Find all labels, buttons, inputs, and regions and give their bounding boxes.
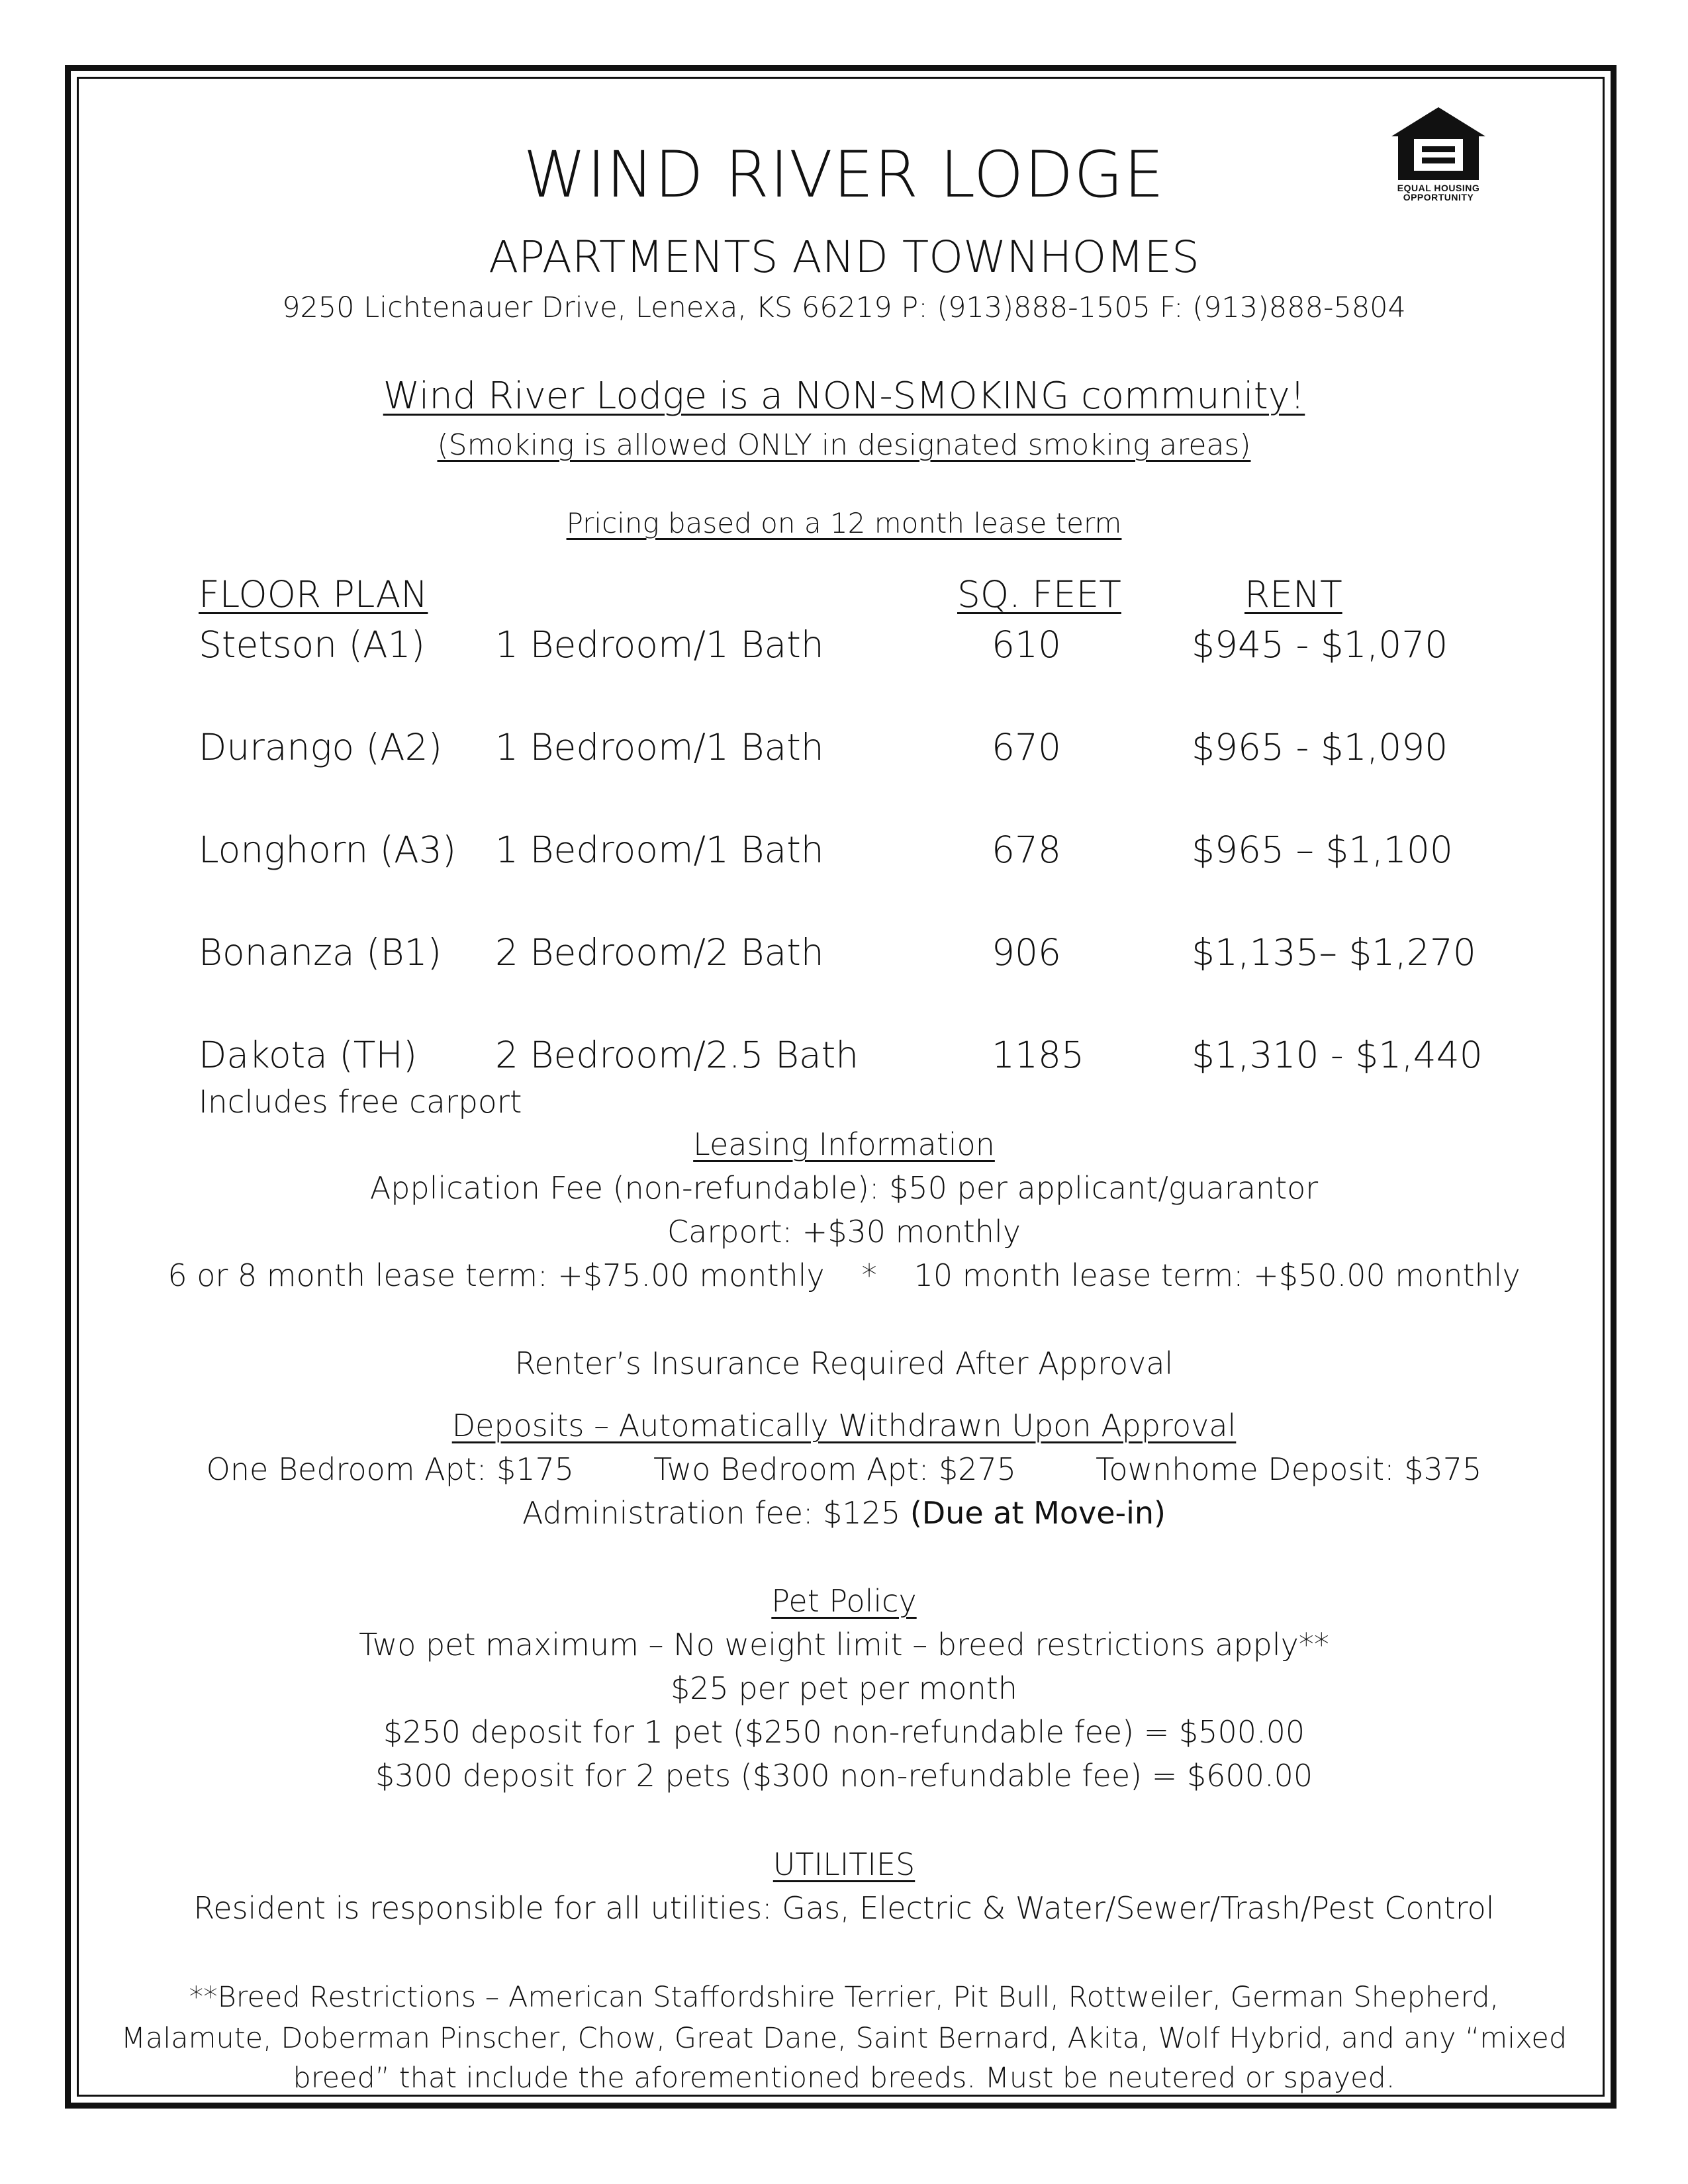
address-line: 9250 Lichtenauer Drive, Lenexa, KS 66219 P: (913)888-1505 F: (913)888-5804 xyxy=(282,291,1406,324)
plan-name: Longhorn (A3) xyxy=(199,829,457,871)
breed-restrictions-line-2: Malamute, Doberman Pinscher, Chow, Great Dane, Saint Bernard, Akita, Wolf Hybrid, and any “mixed xyxy=(120,2022,1568,2055)
administration-fee: Administration fee: $125 xyxy=(522,1495,901,1531)
plan-sqft: 678 xyxy=(992,829,1061,871)
plan-sqft: 610 xyxy=(992,623,1061,666)
utilities-text: Resident is responsible for all utilities: Gas, Electric & Water/Sewer/Trash/Pest Control xyxy=(193,1890,1495,1926)
plan-rent: $945 - $1,070 xyxy=(1192,623,1448,666)
deposit-amounts xyxy=(0,1451,1688,1487)
plan-rent: $965 - $1,090 xyxy=(1192,726,1448,768)
application-fee: Application Fee (non-refundable): $50 per applicant/guarantor xyxy=(369,1170,1319,1206)
header-floor-plan: FLOOR PLAN xyxy=(199,573,428,615)
plan-rent: $1,135– $1,270 xyxy=(1192,931,1476,974)
smoking-areas-note: (Smoking is allowed ONLY in designated smoking areas) xyxy=(437,428,1251,462)
utilities-heading: UTILITIES xyxy=(773,1846,915,1882)
pet-policy-heading: Pet Policy xyxy=(771,1583,917,1619)
deposits-heading: Deposits – Automatically Withdrawn Upon Approval xyxy=(451,1408,1237,1443)
administration-fee-line xyxy=(0,1495,1688,1531)
term-separator: * xyxy=(861,1257,877,1293)
short-term-fee: 6 or 8 month lease term: +$75.00 monthly xyxy=(167,1257,825,1293)
plan-name: Bonanza (B1) xyxy=(199,931,442,974)
one-bedroom-deposit: One Bedroom Apt: $175 xyxy=(206,1451,575,1487)
non-smoking-notice: Wind River Lodge is a NON-SMOKING community! xyxy=(383,375,1305,418)
two-bedroom-deposit: Two Bedroom Apt: $275 xyxy=(653,1451,1017,1487)
plan-name: Stetson (A1) xyxy=(199,623,426,666)
equal-housing-text: EQUAL HOUSING xyxy=(1397,183,1480,193)
plan-sqft: 906 xyxy=(992,931,1061,974)
two-pet-deposit: $300 deposit for 2 pets ($300 non-refundable fee) = $600.00 xyxy=(375,1758,1313,1794)
plan-name: Durango (A2) xyxy=(199,726,443,768)
page-subtitle: APARTMENTS AND TOWNHOMES xyxy=(489,232,1199,283)
plan-name: Dakota (TH) xyxy=(199,1034,418,1076)
opportunity-text: OPPORTUNITY xyxy=(1403,192,1474,203)
townhome-deposit: Townhome Deposit: $375 xyxy=(1096,1451,1482,1487)
plan-rent: $1,310 - $1,440 xyxy=(1192,1034,1483,1076)
lease-term-fees xyxy=(0,1257,1688,1293)
plan-type: 1 Bedroom/1 Bath xyxy=(495,726,824,768)
pet-limit: Two pet maximum – No weight limit – breed restrictions apply** xyxy=(359,1627,1329,1662)
one-pet-deposit: $250 deposit for 1 pet ($250 non-refundable fee) = $500.00 xyxy=(383,1714,1305,1750)
carport-fee: Carport: +$30 monthly xyxy=(667,1214,1021,1250)
plan-type: 1 Bedroom/1 Bath xyxy=(495,829,824,871)
pricing-term-note: Pricing based on a 12 month lease term xyxy=(566,507,1122,539)
header-sq-feet: SQ. FEET xyxy=(957,573,1121,615)
header-rent: RENT xyxy=(1244,573,1342,615)
page-title: WIND RIVER LODGE xyxy=(523,138,1165,212)
plan-type: 1 Bedroom/1 Bath xyxy=(495,623,824,666)
plan-type: 2 Bedroom/2 Bath xyxy=(495,931,824,974)
plan-sqft: 1185 xyxy=(992,1034,1084,1076)
breed-restrictions-line-3: breed” that include the aforementioned breeds. Must be neutered or spayed. xyxy=(293,2062,1395,2095)
carport-note: Includes free carport xyxy=(199,1084,522,1120)
plan-type: 2 Bedroom/2.5 Bath xyxy=(495,1034,859,1076)
plan-rent: $965 – $1,100 xyxy=(1192,829,1453,871)
plan-sqft: 670 xyxy=(992,726,1061,768)
insurance-requirement: Renter’s Insurance Required After Approval xyxy=(514,1345,1174,1381)
ten-month-fee: 10 month lease term: +$50.00 monthly xyxy=(914,1257,1521,1293)
leasing-heading: Leasing Information xyxy=(693,1126,995,1162)
move-in-note: (Due at Move-in) xyxy=(910,1495,1166,1531)
breed-restrictions-line-1: **Breed Restrictions – American Staffordshire Terrier, Pit Bull, Rottweiler, German Shepherd, xyxy=(189,1981,1499,2014)
pet-monthly-fee: $25 per pet per month xyxy=(671,1670,1017,1706)
